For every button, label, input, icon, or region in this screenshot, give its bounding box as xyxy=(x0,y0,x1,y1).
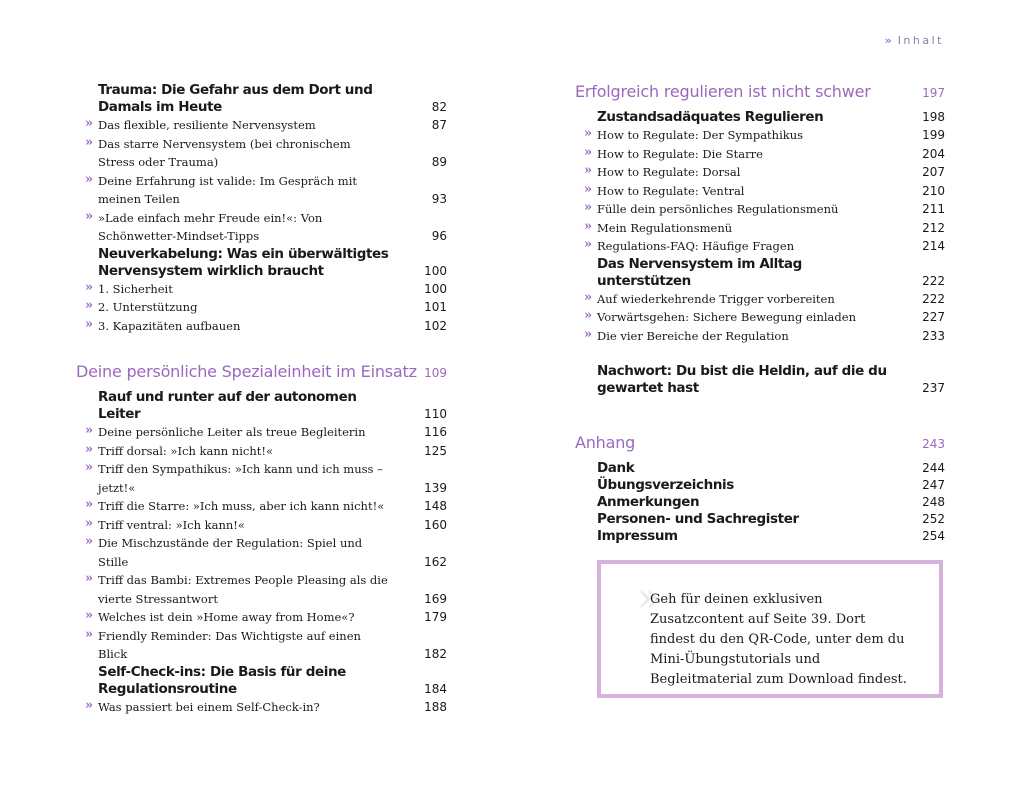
toc-title: » Auf wiederkehrende Trigger vorbereiten xyxy=(575,290,835,309)
toc-title: » Die Mischzustände der Regulation: Spiel und Stille xyxy=(76,534,388,571)
toc-title: » Mein Regulationsmenü xyxy=(575,219,732,238)
toc-page-number: 237 xyxy=(922,381,945,395)
toc-entry xyxy=(575,290,945,309)
toc-page-number: 212 xyxy=(922,220,945,235)
toc-title: » Fülle dein persönliches Regulationsmenü xyxy=(575,200,838,219)
chevron-icon: » xyxy=(884,34,892,47)
running-header-label: Inhalt xyxy=(897,34,944,47)
toc-entry xyxy=(76,460,447,497)
toc-chapter xyxy=(575,82,945,101)
toc-page-number: 125 xyxy=(424,443,447,458)
toc-page-number: 248 xyxy=(922,495,945,509)
toc-page-number: 184 xyxy=(424,681,447,696)
toc-page-number: 214 xyxy=(922,239,945,253)
toc-entry xyxy=(76,497,447,516)
toc-entry xyxy=(575,327,945,346)
toc-title: » Friendly Reminder: Das Wichtigste auf einen Blick xyxy=(76,627,388,664)
toc-page-number: 179 xyxy=(424,610,447,624)
toc-page-number: 243 xyxy=(922,437,945,451)
toc-title: » Triff die Starre: »Ich muss, aber ich kann nicht!« xyxy=(76,497,384,516)
toc-page-number: 102 xyxy=(424,318,447,333)
toc-title: Rauf und runter auf der autonomen Leiter xyxy=(98,389,357,422)
toc-section xyxy=(597,363,945,397)
toc-entry xyxy=(76,298,447,317)
toc-title: » 2. Unterstützung xyxy=(76,298,197,317)
toc-title: » Deine Erfahrung ist valide: Im Gespräch mit meinen Teilen xyxy=(76,172,388,209)
toc-page-number: 139 xyxy=(424,480,447,495)
toc-page-number: 252 xyxy=(922,512,945,526)
toc-page-number: 222 xyxy=(922,291,945,306)
toc-title: » 1. Sicherheit xyxy=(76,280,173,299)
toc-page-number: 87 xyxy=(431,118,447,132)
toc-right-column xyxy=(575,82,945,545)
toc-section xyxy=(597,256,945,290)
toc-entry xyxy=(575,163,945,182)
toc-page-number: 148 xyxy=(424,499,447,513)
toc-chapter xyxy=(76,362,447,381)
toc-page-number: 182 xyxy=(424,647,447,661)
toc-page-number: 227 xyxy=(922,310,945,324)
toc-title: » Vorwärtsgehen: Sichere Bewegung einladen xyxy=(575,308,856,327)
bonus-content-note xyxy=(597,560,943,698)
toc-entry xyxy=(76,135,447,172)
toc-section xyxy=(597,511,945,528)
toc-page-number: 254 xyxy=(922,529,945,543)
toc-title: Trauma: Die Gefahr aus dem Dort und Damals im Heute xyxy=(98,82,373,115)
toc-page-number: 100 xyxy=(424,281,447,296)
toc-entry xyxy=(575,182,945,201)
toc-page-number: 101 xyxy=(424,300,447,314)
toc-page-number: 207 xyxy=(922,165,945,179)
toc-entry xyxy=(575,200,945,219)
toc-page-number: 204 xyxy=(922,146,945,161)
toc-page-number: 199 xyxy=(922,128,945,142)
bonus-content-text: Geh für deinen exklusiven Zusatzcontent auf Seite 39. Dort findest du den QR-Code, unter dem du Mini-Übungstutorials und Begleitmaterial zum Download findest. xyxy=(650,592,907,687)
toc-title: Erfolgreich regulieren ist nicht schwer xyxy=(575,82,871,101)
toc-title: » 3. Kapazitäten aufbauen xyxy=(76,317,240,336)
toc-title: » How to Regulate: Der Sympathikus xyxy=(575,126,803,145)
toc-title: Das Nervensystem im Alltag unterstützen xyxy=(597,255,802,289)
toc-page-number: 198 xyxy=(922,110,945,124)
toc-section xyxy=(597,528,945,545)
toc-page-number: 211 xyxy=(922,202,945,216)
toc-section xyxy=(98,82,447,116)
toc-title: » How to Regulate: Die Starre xyxy=(575,145,763,164)
quote-mark-icon: » xyxy=(637,575,662,621)
toc-title: Personen- und Sachregister xyxy=(597,511,799,527)
toc-page-number: 100 xyxy=(424,263,447,278)
toc-entry xyxy=(76,698,447,717)
toc-title: » Deine persönliche Leiter als treue Begleiterin xyxy=(76,423,366,442)
toc-title: » Triff das Bambi: Extremes People Pleasing als die vierte Stressantwort xyxy=(76,571,388,608)
toc-entry xyxy=(575,308,945,327)
toc-page-number: 160 xyxy=(424,517,447,532)
toc-page-number: 96 xyxy=(431,229,447,243)
toc-title: Zustandsadäquates Regulieren xyxy=(597,109,824,125)
toc-title: » Triff den Sympathikus: »Ich kann und ich muss – jetzt!« xyxy=(76,460,388,497)
toc-title: Anhang xyxy=(575,433,636,452)
toc-entry xyxy=(76,627,447,664)
toc-title: » Triff ventral: »Ich kann!« xyxy=(76,516,245,535)
toc-section xyxy=(597,494,945,511)
toc-title: » Was passiert bei einem Self-Check-in? xyxy=(76,698,320,717)
toc-entry xyxy=(76,172,447,209)
toc-page-number: 110 xyxy=(424,407,447,421)
toc-title: » »Lade einfach mehr Freude ein!«: Von Schönwetter-Mindset-Tipps xyxy=(76,209,388,246)
toc-page-number: 233 xyxy=(922,328,945,343)
toc-entry xyxy=(76,534,447,571)
toc-entry xyxy=(575,237,945,256)
toc-left-column xyxy=(76,82,447,716)
toc-entry xyxy=(575,126,945,145)
running-header xyxy=(885,34,944,47)
toc-section xyxy=(98,246,447,280)
toc-title: » How to Regulate: Ventral xyxy=(575,182,745,201)
toc-title: Anmerkungen xyxy=(597,494,700,510)
toc-title: Nachwort: Du bist die Heldin, auf die du gewartet hast xyxy=(597,363,887,396)
toc-entry xyxy=(76,280,447,299)
toc-entry xyxy=(76,209,447,246)
toc-page-number: 188 xyxy=(424,699,447,714)
toc-page-number: 197 xyxy=(922,86,945,100)
toc-section xyxy=(98,664,447,698)
toc-entry xyxy=(76,608,447,627)
toc-section xyxy=(597,477,945,494)
toc-page-number: 116 xyxy=(424,425,447,439)
toc-entry xyxy=(76,571,447,608)
toc-chapter xyxy=(575,433,945,452)
toc-page-number: 222 xyxy=(922,273,945,288)
toc-entry xyxy=(575,219,945,238)
toc-page-number: 162 xyxy=(424,554,447,569)
toc-title: » Triff dorsal: »Ich kann nicht!« xyxy=(76,442,273,461)
toc-page-number: 247 xyxy=(922,478,945,492)
toc-page-number: 109 xyxy=(424,366,447,380)
toc-title: Übungsverzeichnis xyxy=(597,477,734,493)
toc-entry xyxy=(76,317,447,336)
toc-entry xyxy=(76,516,447,535)
toc-page-number: 93 xyxy=(431,192,447,206)
toc-section xyxy=(98,389,447,423)
toc-title: » Das flexible, resiliente Nervensystem xyxy=(76,116,316,135)
toc-entry xyxy=(76,116,447,135)
toc-entry xyxy=(76,423,447,442)
toc-section xyxy=(597,460,945,477)
toc-title: Deine persönliche Spezialeinheit im Einsatz xyxy=(76,362,417,381)
toc-title: » Die vier Bereiche der Regulation xyxy=(575,327,789,346)
toc-entry xyxy=(76,442,447,461)
toc-section xyxy=(597,109,945,126)
toc-title: » How to Regulate: Dorsal xyxy=(575,163,740,182)
toc-title: » Regulations-FAQ: Häufige Fragen xyxy=(575,237,794,256)
toc-page-number: 244 xyxy=(922,461,945,475)
toc-page-number: 89 xyxy=(431,155,447,169)
toc-title: » Welches ist dein »Home away from Home«? xyxy=(76,608,355,627)
toc-title: Self-Check-ins: Die Basis für deine Regulationsroutine xyxy=(98,663,346,697)
toc-title: Dank xyxy=(597,460,635,476)
toc-title: » Das starre Nervensystem (bei chronischem Stress oder Trauma) xyxy=(76,135,388,172)
toc-title: Neuverkabelung: Was ein überwältigtes Nervensystem wirklich braucht xyxy=(98,245,389,279)
toc-page-number: 210 xyxy=(922,183,945,198)
toc-entry xyxy=(575,145,945,164)
toc-page-number: 169 xyxy=(424,591,447,606)
toc-page-number: 82 xyxy=(431,100,447,114)
toc-title: Impressum xyxy=(597,528,678,544)
